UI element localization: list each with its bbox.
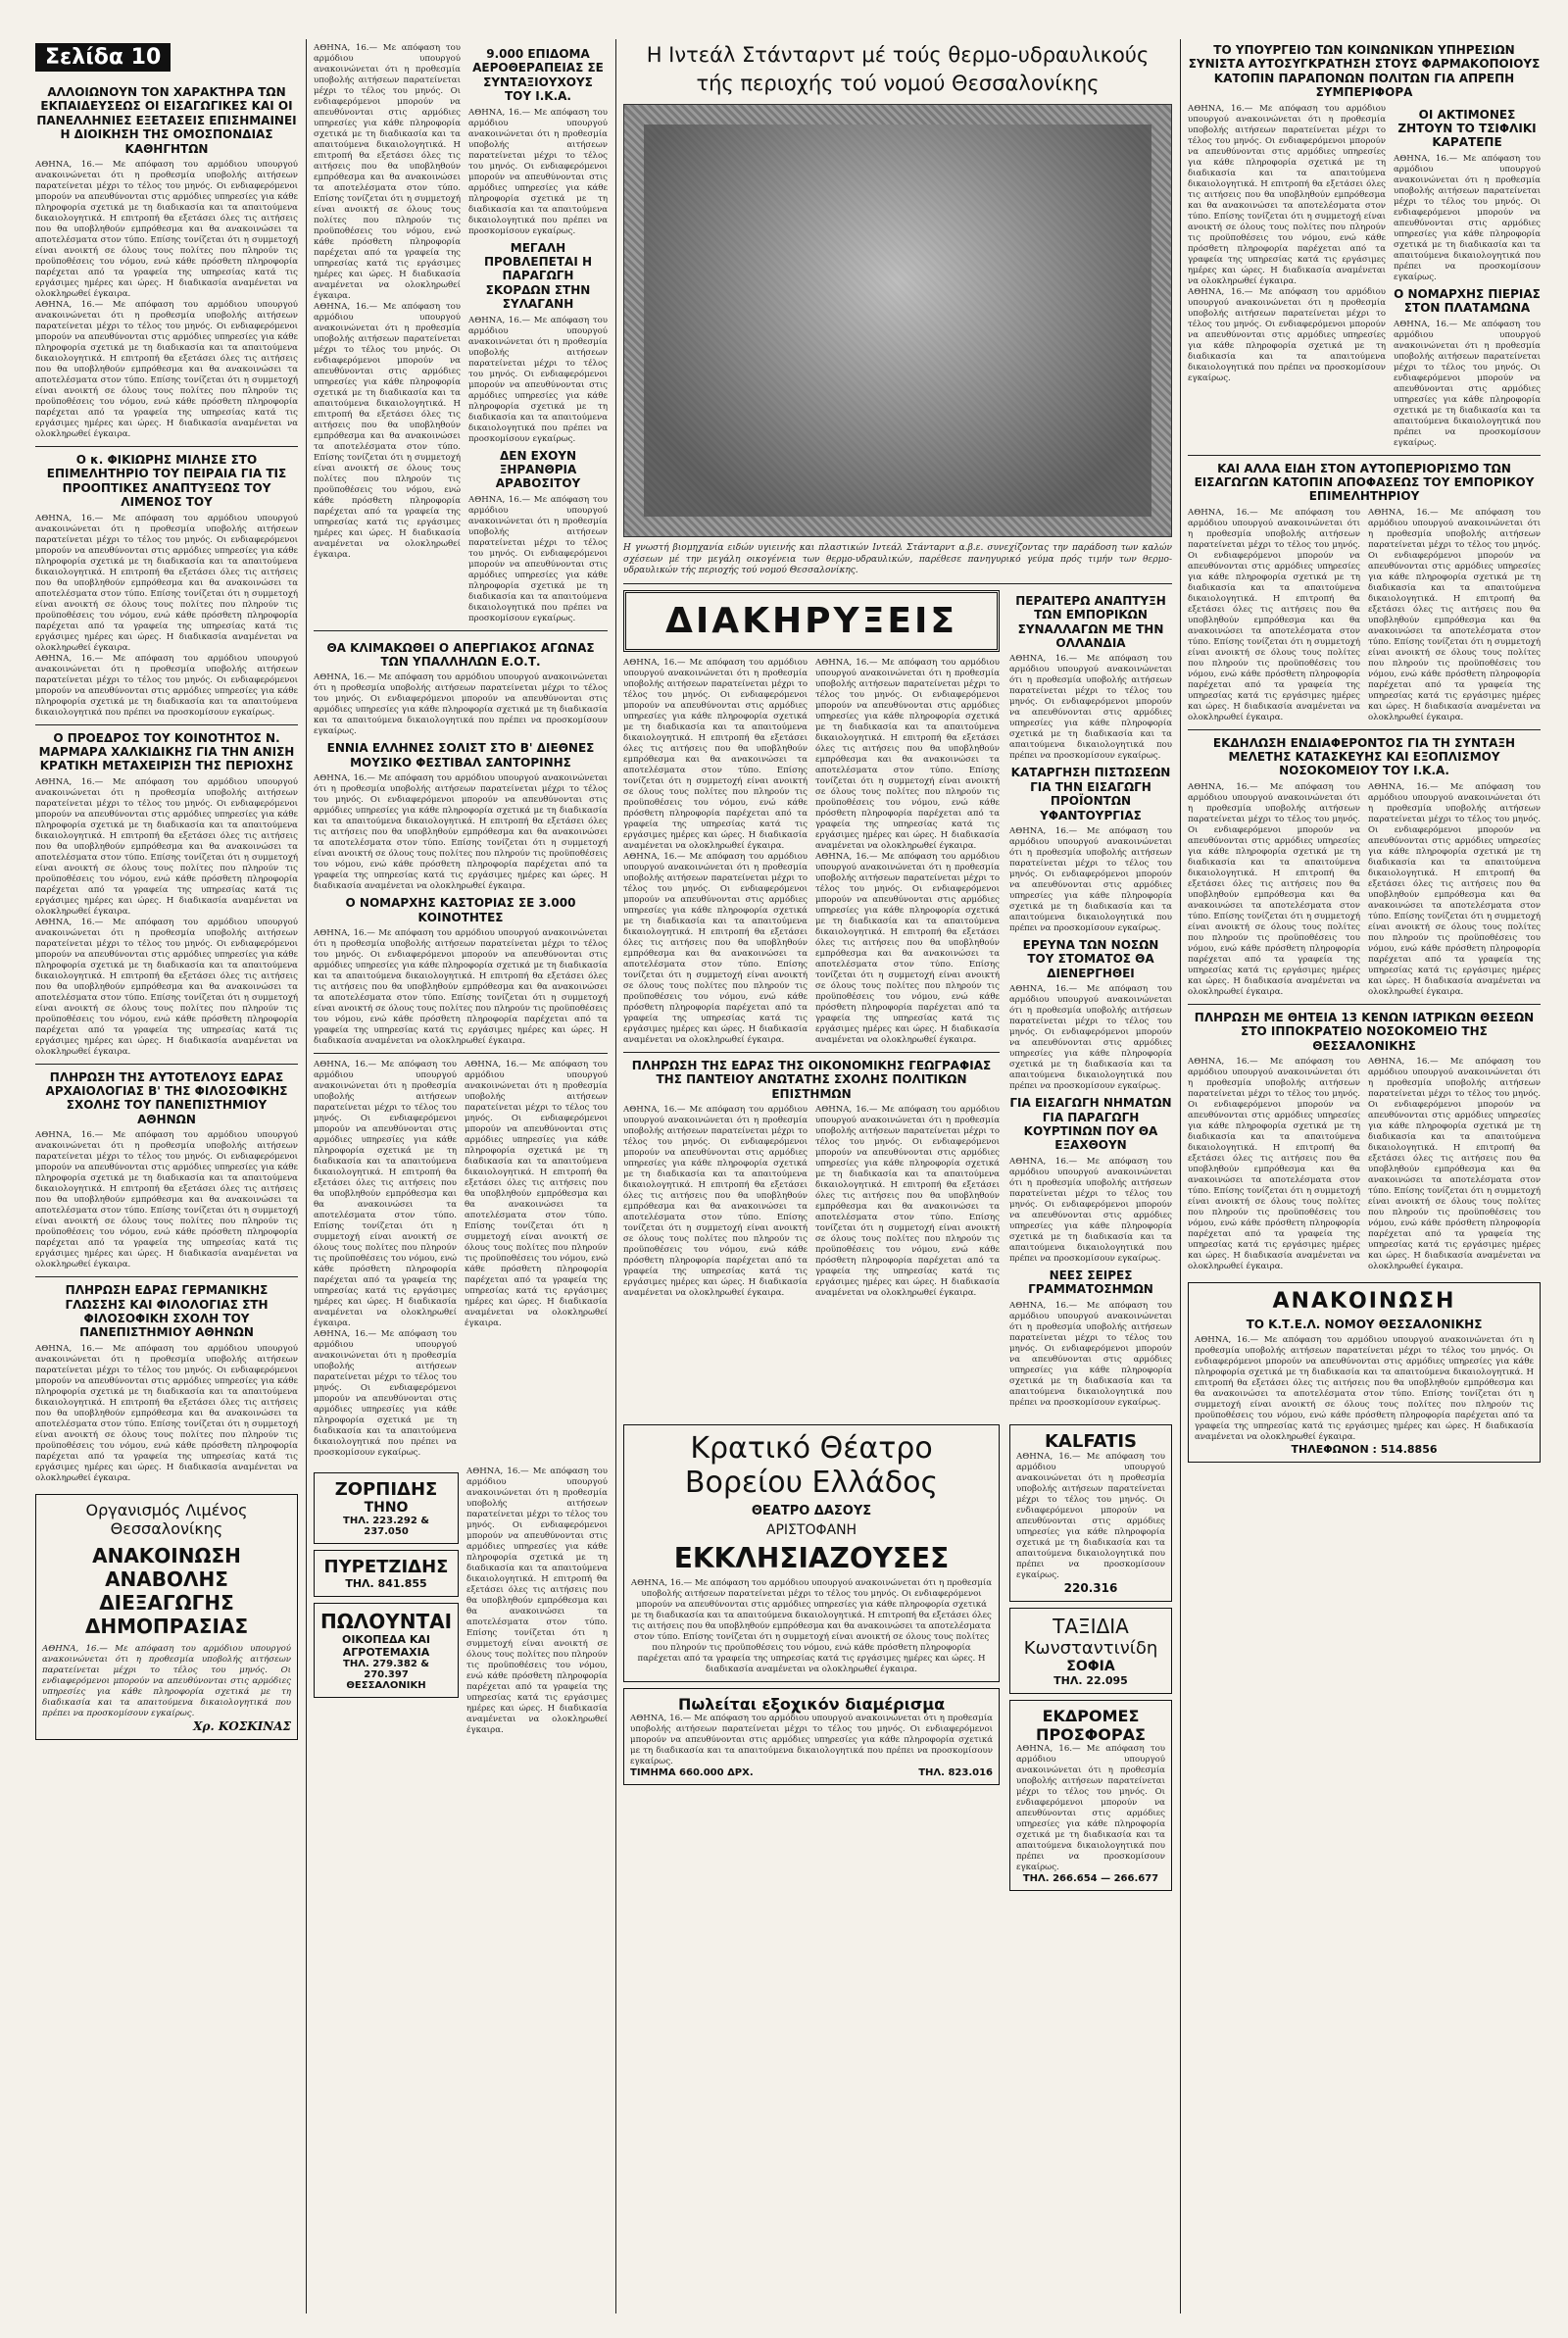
headline-18: ΤΟ ΥΠΟΥΡΓΕΙΟ ΤΩΝ ΚΟΙΝΩΝΙΚΩΝ ΥΠΗΡΕΣΙΩΝ ΣΥΝΙΣΤΑ ΑΥΤΟΣΥΓΚΡΑΤΗΣΗ ΣΤΟΥΣ ΦΑΡΜΑΚΟΠΟΙΟΥΣ ΚΑΤΟΠΙΝ ΠΑΡΑΠΟΝΩΝ ΠΟΛΙΤΩΝ ΓΙΑ ΑΠΡΕΠΗ ΣΥΜΠΕΡΙΦΟΡΑ bbox=[1188, 43, 1541, 100]
ad-zorpidis-tel: ΤΗΛ. 223.292 & 237.050 bbox=[343, 1516, 429, 1538]
headline-11: Ο ΝΟΜΑΡΧΗΣ ΚΑΣΤΟΡΙΑΣ ΣΕ 3.000 ΚΟΙΝΟΤΗΤΕΣ bbox=[345, 896, 576, 924]
ad-taxidia bbox=[1009, 1608, 1172, 1694]
headline-3: Ο ΠΡΟΕΔΡΟΣ ΤΟΥ ΚΟΙΝΟΤΗΤΟΣ Ν. ΜΑΡΜΑΡΑ ΧΑΛΚΙΔΙΚΗΣ ΓΙΑ ΤΗΝ ΑΝΙΣΗ ΚΡΑΤΙΚΗ ΜΕΤΑΧΕΙΡΙΣΗ ΤΗΣ ΠΕΡΙΟΧΗΣ bbox=[38, 730, 295, 773]
column-right bbox=[1188, 39, 1541, 1468]
ad-kalfatis-body: ΑΘΗΝΑ, 16.— Με απόφαση του αρμόδιου υπουργού ανακοινώνεται ότι η προθεσμία υποβολής αιτήσεων παρατείνεται μέχρι το τέλος του μηνός. Οι ενδιαφερόμενοι μπορούν να απευθύνονται στις αρμόδιες υπηρεσίες για κάθε πληροφορία σχετικά με τη διαδικασία και τα απαιτούμενα δικαιολογητικά που πρέπει να προσκομίσουν εγκαίρως. bbox=[1016, 1451, 1165, 1580]
ad-apartment-body: ΑΘΗΝΑ, 16.— Με απόφαση του αρμόδιου υπουργού ανακοινώνεται ότι η προθεσμία υποβολής αιτήσεων παρατείνεται μέχρι το τέλος του μηνός. Οι ενδιαφερόμενοι μπορούν να απευθύνονται στις αρμόδιες υπηρεσίες για κάθε πληροφορία σχετικά με τη διαδικασία και τα απαιτούμενα δικαιολογητικά που πρέπει να προσκομίσουν εγκαίρως. bbox=[630, 1713, 993, 1766]
headline-23: ΠΛΗΡΩΣΗ ΜΕ ΘΗΤΕΙΑ 13 ΚΕΝΩΝ ΙΑΤΡΙΚΩΝ ΘΕΣΕΩΝ ΣΤΟ ΙΠΠΟΚΡΑΤΕΙΟ ΝΟΣΟΚΟΜΕΙΟ ΤΗΣ ΘΕΣΣΑΛΟΝΙΚΗΣ bbox=[1194, 1010, 1535, 1053]
headline-15: ΕΡΕΥΝΑ ΤΩΝ ΝΟΣΩΝ ΤΟΥ ΣΤΟΜΑΤΟΣ ΘΑ ΔΙΕΝΕΡΓΗΘΕΙ bbox=[1022, 938, 1159, 980]
headline-16: ΓΙΑ ΕΙΣΑΓΩΓΗ ΝΗΜΑΤΩΝ ΓΙΑ ΠΑΡΑΓΩΓΗ ΚΟΥΡΤΙΝΩΝ ΠΟΥ ΘΑ ΕΞΑΧΘΟΥΝ bbox=[1009, 1096, 1172, 1153]
ad-apartment-tel: ΤΗΛ. 823.016 bbox=[918, 1766, 993, 1778]
ad-taxidia-city: Κωνσταντινίδη bbox=[1023, 1637, 1158, 1659]
article-20-body: ΑΘΗΝΑ, 16.— Με απόφαση του αρμόδιου υπουργού ανακοινώνεται ότι η προθεσμία υποβολής αιτήσεων παρατείνεται μέχρι το τέλος του μηνός. Οι ενδιαφερόμενοι μπορούν να απευθύνονται στις αρμόδιες υπηρεσίες για κάθε πληροφορία σχετικά με τη διαδικασία και τα απαιτούμενα δικαιολογητικά που πρέπει να προσκομίσουν εγκαίρως. bbox=[1394, 319, 1541, 448]
ad-kalfatis-title: KALFATIS bbox=[1044, 1430, 1138, 1452]
ad-taxidia-tel: ΤΗΛ. 22.095 bbox=[1054, 1673, 1128, 1687]
column-2 bbox=[314, 43, 608, 1736]
ad-theatre-play: ΕΚΚΛΗΣΙΑΖΟΥΣΕΣ bbox=[673, 1541, 950, 1574]
headline-10: ΕΝΝΙΑ ΕΛΛΗΝΕΣ ΣΟΛΙΣΤ ΣΤΟ Β' ΔΙΕΘΝΕΣ ΜΟΥΣΙΚΟ ΦΕΣΤΙΒΑΛ ΣΑΝΤΟΡΙΝΗΣ bbox=[326, 741, 595, 770]
main-photo bbox=[623, 104, 1172, 537]
ad-kalfatis-tel: 220.316 bbox=[1063, 1580, 1118, 1595]
ad-poulountai-sub: ΟΙΚΟΠΕΔΑ ΚΑΙ ΑΓΡΟΤΕΜΑΧΙΑ bbox=[341, 1633, 431, 1660]
article-21-body-2: ΑΘΗΝΑ, 16.— Με απόφαση του αρμόδιου υπουργού ανακοινώνεται ότι η προθεσμία υποβολής αιτήσεων παρατείνεται μέχρι το τέλος του μηνός. Οι ενδιαφερόμενοι μπορούν να απευθύνονται στις αρμόδιες υπηρεσίες για κάθε πληροφορία σχετικά με τη διαδικασία και τα απαιτούμενα δικαιολογητικά. Η επιτροπή θα εξετάσει όλες τις αιτήσεις που θα υποβληθούν εμπρόθεσμα και θα ανακοινώσει τα αποτελέσματα στον τύπο. Επίσης τονίζεται ότι η συμμετοχή είναι ανοικτή σε όλους τους πολίτες που πληρούν τις προϋποθέσεις του νόμου, ενώ κάθε πρόσθετη πληροφορία παρέχεται από τα γραφεία της υπηρεσίας κατά τις εργάσιμες ημέρες και ώρες. Η διαδικασία αναμένεται να ολοκληρωθεί έγκαιρα. bbox=[1368, 507, 1541, 722]
main-headline-2: τής περιοχής τού νομού Θεσσαλονίκης bbox=[696, 72, 1100, 96]
article-6-body: ΑΘΗΝΑ, 16.— Με απόφαση του αρμόδιου υπουργού ανακοινώνεται ότι η προθεσμία υποβολής αιτήσεων παρατείνεται μέχρι το τέλος του μηνός. Οι ενδιαφερόμενοι μπορούν να απευθύνονται στις αρμόδιες υπηρεσίες για κάθε πληροφορία σχετικά με τη διαδικασία και τα απαιτούμενα δικαιολογητικά που πρέπει να προσκομίσουν εγκαίρως. bbox=[468, 107, 608, 236]
headline-9: ΘΑ ΚΛΙΜΑΚΩΘΕΙ Ο ΑΠΕΡΓΙΑΚΟΣ ΑΓΩΝΑΣ ΤΩΝ ΥΠΑΛΛΗΛΩΝ Ε.Ο.Τ. bbox=[326, 640, 595, 670]
ad-theatre-body: ΑΘΗΝΑ, 16.— Με απόφαση του αρμόδιου υπουργού ανακοινώνεται ότι η προθεσμία υποβολής αιτήσεων παρατείνεται μέχρι το τέλος του μηνός. Οι ενδιαφερόμενοι μπορούν να απευθύνονται στις αρμόδιες υπηρεσίες για κάθε πληροφορία σχετικά με τη διαδικασία και τα απαιτούμενα δικαιολογητικά. Η επιτροπή θα εξετάσει όλες τις αιτήσεις που θα υποβληθούν εμπρόθεσμα και θα ανακοινώσει τα αποτελέσματα στον τύπο. Επίσης τονίζεται ότι η συμμετοχή είναι ανοικτή σε όλους τους πολίτες που πληρούν τις προϋποθέσεις του νόμου, ενώ κάθε πρόσθετη πληροφορία παρέχεται από τα γραφεία της υπηρεσίας κατά τις εργάσιμες ημέρες και ώρες. Η διαδικασία αναμένεται να ολοκληρωθεί έγκαιρα. bbox=[630, 1577, 993, 1674]
ad-ekdromes-title: ΕΚΔΡΟΜΕΣ ΠΡΟΣΦΟΡΑΣ bbox=[1036, 1706, 1146, 1744]
col2-body-1: ΑΘΗΝΑ, 16.— Με απόφαση του αρμόδιου υπουργού ανακοινώνεται ότι η προθεσμία υποβολής αιτήσεων παρατείνεται μέχρι το τέλος του μηνός. Οι ενδιαφερόμενοι μπορούν να απευθύνονται στις αρμόδιες υπηρεσίες για κάθε πληροφορία σχετικά με τη διαδικασία και τα απαιτούμενα δικαιολογητικά. Η επιτροπή θα εξετάσει όλες τις αιτήσεις που θα υποβληθούν εμπρόθεσμα και θα ανακοινώσει τα αποτελέσματα στον τύπο. Επίσης τονίζεται ότι η συμμετοχή είναι ανοικτή σε όλους τους πολίτες που πληρούν τις προϋποθέσεις του νόμου, ενώ κάθε πρόσθετη πληροφορία παρέχεται από τα γραφεία της υπηρεσίας κατά τις εργάσιμες ημέρες και ώρες. Η διαδικασία αναμένεται να ολοκληρωθεί έγκαιρα. bbox=[314, 43, 461, 301]
headline-12: ΠΛΗΡΩΣΗ ΤΗΣ ΕΔΡΑΣ ΤΗΣ ΟΙΚΟΝΟΜΙΚΗΣ ΓΕΩΓΡΑΦΙΑΣ ΤΗΣ ΠΑΝΤΕΙΟΥ ΑΝΩΤΑΤΗΣ ΣΧΟΛΗΣ ΠΟΛΙΤΙΚΩΝ ΕΠΙΣΤΗΜΩΝ bbox=[631, 1058, 992, 1101]
article-16-body: ΑΘΗΝΑ, 16.— Με απόφαση του αρμόδιου υπουργού ανακοινώνεται ότι η προθεσμία υποβολής αιτήσεων παρατείνεται μέχρι το τέλος του μηνός. Οι ενδιαφερόμενοι μπορούν να απευθύνονται στις αρμόδιες υπηρεσίες για κάθε πληροφορία σχετικά με τη διαδικασία και τα απαιτούμενα δικαιολογητικά που πρέπει να προσκομίσουν εγκαίρως. bbox=[1009, 1156, 1172, 1264]
diakirikseis-banner: ΔΙΑΚΗΡΥΞΕΙΣ bbox=[623, 590, 1000, 652]
article-19-body: ΑΘΗΝΑ, 16.— Με απόφαση του αρμόδιου υπουργού ανακοινώνεται ότι η προθεσμία υποβολής αιτήσεων παρατείνεται μέχρι το τέλος του μηνός. Οι ενδιαφερόμενοι μπορούν να απευθύνονται στις αρμόδιες υπηρεσίες για κάθε πληροφορία σχετικά με τη διαδικασία και τα απαιτούμενα δικαιολογητικά που πρέπει να προσκομίσουν εγκαίρως. bbox=[1394, 153, 1541, 282]
col2-body-3: ΑΘΗΝΑ, 16.— Με απόφαση του αρμόδιου υπουργού ανακοινώνεται ότι η προθεσμία υποβολής αιτήσεων παρατείνεται μέχρι το τέλος του μηνός. Οι ενδιαφερόμενοι μπορούν να απευθύνονται στις αρμόδιες υπηρεσίες για κάθε πληροφορία σχετικά με τη διαδικασία και τα απαιτούμενα δικαιολογητικά. Η επιτροπή θα εξετάσει όλες τις αιτήσεις που θα υποβληθούν εμπρόθεσμα και θα ανακοινώσει τα αποτελέσματα στον τύπο. Επίσης τονίζεται ότι η συμμετοχή είναι ανοικτή σε όλους τους πολίτες που πληρούν τις προϋποθέσεις του νόμου, ενώ κάθε πρόσθετη πληροφορία παρέχεται από τα γραφεία της υπηρεσίας κατά τις εργάσιμες ημέρες και ώρες. Η διαδικασία αναμένεται να ολοκληρωθεί έγκαιρα. bbox=[314, 1060, 457, 1329]
headline-8: ΔΕΝ ΕΧΟΥΝ ΞΗΡΑΝΘΡΙΑ ΑΡΑΒΟΣΙΤΟΥ bbox=[495, 448, 581, 491]
article-1-body-2: ΑΘΗΝΑ, 16.— Με απόφαση του αρμόδιου υπουργού ανακοινώνεται ότι η προθεσμία υποβολής αιτήσεων παρατείνεται μέχρι το τέλος του μηνός. Οι ενδιαφερόμενοι μπορούν να απευθύνονται στις αρμόδιες υπηρεσίες για κάθε πληροφορία σχετικά με τη διαδικασία και τα απαιτούμενα δικαιολογητικά. Η επιτροπή θα εξετάσει όλες τις αιτήσεις που θα υποβληθούν εμπρόθεσμα και θα ανακοινώσει τα αποτελέσματα στον τύπο. Επίσης τονίζεται ότι η συμμετοχή είναι ανοικτή σε όλους τους πολίτες που πληρούν τις προϋποθέσεις του νόμου, ενώ κάθε πρόσθετη πληροφορία παρέχεται από τα γραφεία της υπηρεσίας κατά τις εργάσιμες ημέρες και ώρες. Η διαδικασία αναμένεται να ολοκληρωθεί έγκαιρα. bbox=[35, 299, 298, 439]
article-23-body-2: ΑΘΗΝΑ, 16.— Με απόφαση του αρμόδιου υπουργού ανακοινώνεται ότι η προθεσμία υποβολής αιτήσεων παρατείνεται μέχρι το τέλος του μηνός. Οι ενδιαφερόμενοι μπορούν να απευθύνονται στις αρμόδιες υπηρεσίες για κάθε πληροφορία σχετικά με τη διαδικασία και τα απαιτούμενα δικαιολογητικά. Η επιτροπή θα εξετάσει όλες τις αιτήσεις που θα υποβληθούν εμπρόθεσμα και θα ανακοινώσει τα αποτελέσματα στον τύπο. Επίσης τονίζεται ότι η συμμετοχή είναι ανοικτή σε όλους τους πολίτες που πληρούν τις προϋποθέσεις του νόμου, ενώ κάθε πρόσθετη πληροφορία παρέχεται από τα γραφεία της υπηρεσίας κατά τις εργάσιμες ημέρες και ώρες. Η διαδικασία αναμένεται να ολοκληρωθεί έγκαιρα. bbox=[1368, 1057, 1541, 1272]
ad-olth-title: ΑΝΑΚΟΙΝΩΣΗ ΑΝΑΒΟΛΗΣ ΔΙΕΞΑΓΩΓΗΣ ΔΗΜΟΠΡΑΣΙΑΣ bbox=[84, 1543, 249, 1638]
ad-taxidia-dest: ΣΟΦΙΑ bbox=[1066, 1658, 1115, 1674]
col2-body-5: ΑΘΗΝΑ, 16.— Με απόφαση του αρμόδιου υπουργού ανακοινώνεται ότι η προθεσμία υποβολής αιτήσεων παρατείνεται μέχρι το τέλος του μηνός. Οι ενδιαφερόμενοι μπορούν να απευθύνονται στις αρμόδιες υπηρεσίες για κάθε πληροφορία σχετικά με τη διαδικασία και τα απαιτούμενα δικαιολογητικά. Η επιτροπή θα εξετάσει όλες τις αιτήσεις που θα υποβληθούν εμπρόθεσμα και θα ανακοινώσει τα αποτελέσματα στον τύπο. Επίσης τονίζεται ότι η συμμετοχή είναι ανοικτή σε όλους τους πολίτες που πληρούν τις προϋποθέσεις του νόμου, ενώ κάθε πρόσθετη πληροφορία παρέχεται από τα γραφεία της υπηρεσίας κατά τις εργάσιμες ημέρες και ώρες. Η διαδικασία αναμένεται να ολοκληρωθεί έγκαιρα. bbox=[465, 1060, 608, 1329]
ad-ktel-title: ΤΟ Κ.Τ.Ε.Λ. ΝΟΜΟΥ ΘΕΣΣΑΛΟΝΙΚΗΣ bbox=[1246, 1318, 1483, 1332]
diak-body-1: ΑΘΗΝΑ, 16.— Με απόφαση του αρμόδιου υπουργού ανακοινώνεται ότι η προθεσμία υποβολής αιτήσεων παρατείνεται μέχρι το τέλος του μηνός. Οι ενδιαφερόμενοι μπορούν να απευθύνονται στις αρμόδιες υπηρεσίες για κάθε πληροφορία σχετικά με τη διαδικασία και τα απαιτούμενα δικαιολογητικά. Η επιτροπή θα εξετάσει όλες τις αιτήσεις που θα υποβληθούν εμπρόθεσμα και θα ανακοινώσει τα αποτελέσματα στον τύπο. Επίσης τονίζεται ότι η συμμετοχή είναι ανοικτή σε όλους τους πολίτες που πληρούν τις προϋποθέσεις του νόμου, ενώ κάθε πρόσθετη πληροφορία παρέχεται από τα γραφεία της υπηρεσίας κατά τις εργάσιμες ημέρες και ώρες. Η διαδικασία αναμένεται να ολοκληρωθεί έγκαιρα. bbox=[623, 657, 808, 851]
column-1 bbox=[35, 43, 298, 1746]
ad-taxidia-title: ΤΑΞΙΔΙΑ bbox=[1053, 1614, 1129, 1638]
diak-body-3: ΑΘΗΝΑ, 16.— Με απόφαση του αρμόδιου υπουργού ανακοινώνεται ότι η προθεσμία υποβολής αιτήσεων παρατείνεται μέχρι το τέλος του μηνός. Οι ενδιαφερόμενοι μπορούν να απευθύνονται στις αρμόδιες υπηρεσίες για κάθε πληροφορία σχετικά με τη διαδικασία και τα απαιτούμενα δικαιολογητικά. Η επιτροπή θα εξετάσει όλες τις αιτήσεις που θα υποβληθούν εμπρόθεσμα και θα ανακοινώσει τα αποτελέσματα στον τύπο. Επίσης τονίζεται ότι η συμμετοχή είναι ανοικτή σε όλους τους πολίτες που πληρούν τις προϋποθέσεις του νόμου, ενώ κάθε πρόσθετη πληροφορία παρέχεται από τα γραφεία της υπηρεσίας κατά τις εργάσιμες ημέρες και ώρες. Η διαδικασία αναμένεται να ολοκληρωθεί έγκαιρα. bbox=[815, 657, 1000, 851]
headline-7: ΜΕΓΑΛΗ ΠΡΟΒΛΕΠΕΤΑΙ Η ΠΑΡΑΓΩΓΗ ΣΚΟΡΔΩΝ ΣΤΗΝ ΣΥΛΑΓΑΝΗ bbox=[483, 240, 593, 312]
photo-caption: Η γνωστή βιομηχανία ειδών υγιεινής και πλαστικών Ιντεάλ Στάνταρντ α.β.ε. συνεχίζοντας την παράδοση των καλών σχέσεων μέ την μεγάλη οικογένεια των θερμο-υδραυλικών, παρέθεσε πανηγυρικό γεύμα πρός τιμήν των θερμο-υδραυλικών τής περιοχής τού νομού Θεσσαλονίκης. bbox=[623, 543, 1172, 576]
article-23-body: ΑΘΗΝΑ, 16.— Με απόφαση του αρμόδιου υπουργού ανακοινώνεται ότι η προθεσμία υποβολής αιτήσεων παρατείνεται μέχρι το τέλος του μηνός. Οι ενδιαφερόμενοι μπορούν να απευθύνονται στις αρμόδιες υπηρεσίες για κάθε πληροφορία σχετικά με τη διαδικασία και τα απαιτούμενα δικαιολογητικά. Η επιτροπή θα εξετάσει όλες τις αιτήσεις που θα υποβληθούν εμπρόθεσμα και θα ανακοινώσει τα αποτελέσματα στον τύπο. Επίσης τονίζεται ότι η συμμετοχή είναι ανοικτή σε όλους τους πολίτες που πληρούν τις προϋποθέσεις του νόμου, ενώ κάθε πρόσθετη πληροφορία παρέχεται από τα γραφεία της υπηρεσίας κατά τις εργάσιμες ημέρες και ώρες. Η διαδικασία αναμένεται να ολοκληρωθεί έγκαιρα. bbox=[1188, 1057, 1360, 1272]
ad-olth-sign: Χρ. ΚΟΣΚΙΝΑΣ bbox=[193, 1718, 291, 1733]
article-15-body: ΑΘΗΝΑ, 16.— Με απόφαση του αρμόδιου υπουργού ανακοινώνεται ότι η προθεσμία υποβολής αιτήσεων παρατείνεται μέχρι το τέλος του μηνός. Οι ενδιαφερόμενοι μπορούν να απευθύνονται στις αρμόδιες υπηρεσίες για κάθε πληροφορία σχετικά με τη διαδικασία και τα απαιτούμενα δικαιολογητικά που πρέπει να προσκομίσουν εγκαίρως. bbox=[1009, 984, 1172, 1092]
ad-kalfatis bbox=[1009, 1424, 1172, 1602]
ad-zorpidis-sub: ΤΗΝΟ bbox=[364, 1500, 409, 1517]
article-12-body-2: ΑΘΗΝΑ, 16.— Με απόφαση του αρμόδιου υπουργού ανακοινώνεται ότι η προθεσμία υποβολής αιτήσεων παρατείνεται μέχρι το τέλος του μηνός. Οι ενδιαφερόμενοι μπορούν να απευθύνονται στις αρμόδιες υπηρεσίες για κάθε πληροφορία σχετικά με τη διαδικασία και τα απαιτούμενα δικαιολογητικά. Η επιτροπή θα εξετάσει όλες τις αιτήσεις που θα υποβληθούν εμπρόθεσμα και θα ανακοινώσει τα αποτελέσματα στον τύπο. Επίσης τονίζεται ότι η συμμετοχή είναι ανοικτή σε όλους τους πολίτες που πληρούν τις προϋποθέσεις του νόμου, ενώ κάθε πρόσθετη πληροφορία παρέχεται από τα γραφεία της υπηρεσίας κατά τις εργάσιμες ημέρες και ώρες. Η διαδικασία αναμένεται να ολοκληρωθεί έγκαιρα. bbox=[815, 1105, 1000, 1299]
article-1-body: ΑΘΗΝΑ, 16.— Με απόφαση του αρμόδιου υπουργού ανακοινώνεται ότι η προθεσμία υποβολής αιτήσεων παρατείνεται μέχρι το τέλος του μηνός. Οι ενδιαφερόμενοι μπορούν να απευθύνονται στις αρμόδιες υπηρεσίες για κάθε πληροφορία σχετικά με τη διαδικασία και τα απαιτούμενα δικαιολογητικά. Η επιτροπή θα εξετάσει όλες τις αιτήσεις που θα υποβληθούν εμπρόθεσμα και θα ανακοινώσει τα αποτελέσματα στον τύπο. Επίσης τονίζεται ότι η συμμετοχή είναι ανοικτή σε όλους τους πολίτες που πληρούν τις προϋποθέσεις του νόμου, ενώ κάθε πρόσθετη πληροφορία παρέχεται από τα γραφεία της υπηρεσίας κατά τις εργάσιμες ημέρες και ώρες. Η διαδικασία αναμένεται να ολοκληρωθεί έγκαιρα. bbox=[35, 159, 298, 299]
col2-body-2: ΑΘΗΝΑ, 16.— Με απόφαση του αρμόδιου υπουργού ανακοινώνεται ότι η προθεσμία υποβολής αιτήσεων παρατείνεται μέχρι το τέλος του μηνός. Οι ενδιαφερόμενοι μπορούν να απευθύνονται στις αρμόδιες υπηρεσίες για κάθε πληροφορία σχετικά με τη διαδικασία και τα απαιτούμενα δικαιολογητικά. Η επιτροπή θα εξετάσει όλες τις αιτήσεις που θα υποβληθούν εμπρόθεσμα και θα ανακοινώσει τα αποτελέσματα στον τύπο. Επίσης τονίζεται ότι η συμμετοχή είναι ανοικτή σε όλους τους πολίτες που πληρούν τις προϋποθέσεις του νόμου, ενώ κάθε πρόσθετη πληροφορία παρέχεται από τα γραφεία της υπηρεσίας κατά τις εργάσιμες ημέρες και ώρες. Η διαδικασία αναμένεται να ολοκληρωθεί έγκαιρα. bbox=[314, 302, 461, 560]
headline-20: Ο ΝΟΜΑΡΧΗΣ ΠΙΕΡΙΑΣ ΣΤΟΝ ΠΛΑΤΑΜΩΝΑ bbox=[1394, 286, 1541, 316]
ad-ekdromes-body: ΑΘΗΝΑ, 16.— Με απόφαση του αρμόδιου υπουργού ανακοινώνεται ότι η προθεσμία υποβολής αιτήσεων παρατείνεται μέχρι το τέλος του μηνός. Οι ενδιαφερόμενοι μπορούν να απευθύνονται στις αρμόδιες υπηρεσίες για κάθε πληροφορία σχετικά με τη διαδικασία και τα απαιτούμενα δικαιολογητικά που πρέπει να προσκομίσουν εγκαίρως. bbox=[1016, 1743, 1165, 1872]
ad-theatre-sub: ΘΕΑΤΡΟ ΔΑΣΟΥΣ bbox=[751, 1503, 872, 1518]
ad-pyretzidis bbox=[314, 1550, 459, 1597]
ad-olth bbox=[35, 1494, 298, 1740]
headline-17: ΝΕΕΣ ΣΕΙΡΕΣ ΓΡΑΜΜΑΤΟΣΗΜΩΝ bbox=[1028, 1268, 1153, 1297]
col2-body-4: ΑΘΗΝΑ, 16.— Με απόφαση του αρμόδιου υπουργού ανακοινώνεται ότι η προθεσμία υποβολής αιτήσεων παρατείνεται μέχρι το τέλος του μηνός. Οι ενδιαφερόμενοι μπορούν να απευθύνονται στις αρμόδιες υπηρεσίες για κάθε πληροφορία σχετικά με τη διαδικασία και τα απαιτούμενα δικαιολογητικά που πρέπει να προσκομίσουν εγκαίρως. bbox=[314, 1329, 457, 1459]
ad-poulountai-city: ΘΕΣΣΑΛΟΝΙΚΗ bbox=[346, 1680, 426, 1692]
ad-pyretzidis-title: ΠΥΡΕΤΖΙΔΗΣ bbox=[323, 1557, 449, 1578]
article-3-body-2: ΑΘΗΝΑ, 16.— Με απόφαση του αρμόδιου υπουργού ανακοινώνεται ότι η προθεσμία υποβολής αιτήσεων παρατείνεται μέχρι το τέλος του μηνός. Οι ενδιαφερόμενοι μπορούν να απευθύνονται στις αρμόδιες υπηρεσίες για κάθε πληροφορία σχετικά με τη διαδικασία και τα απαιτούμενα δικαιολογητικά. Η επιτροπή θα εξετάσει όλες τις αιτήσεις που θα υποβληθούν εμπρόθεσμα και θα ανακοινώσει τα αποτελέσματα στον τύπο. Επίσης τονίζεται ότι η συμμετοχή είναι ανοικτή σε όλους τους πολίτες που πληρούν τις προϋποθέσεις του νόμου, ενώ κάθε πρόσθετη πληροφορία παρέχεται από τα γραφεία της υπηρεσίας κατά τις εργάσιμες ημέρες και ώρες. Η διαδικασία αναμένεται να ολοκληρωθεί έγκαιρα. bbox=[35, 917, 298, 1057]
article-14-body: ΑΘΗΝΑ, 16.— Με απόφαση του αρμόδιου υπουργού ανακοινώνεται ότι η προθεσμία υποβολής αιτήσεων παρατείνεται μέχρι το τέλος του μηνός. Οι ενδιαφερόμενοι μπορούν να απευθύνονται στις αρμόδιες υπηρεσίες για κάθε πληροφορία σχετικά με τη διαδικασία και τα απαιτούμενα δικαιολογητικά που πρέπει να προσκομίσουν εγκαίρως. bbox=[1009, 826, 1172, 934]
diak-body-4: ΑΘΗΝΑ, 16.— Με απόφαση του αρμόδιου υπουργού ανακοινώνεται ότι η προθεσμία υποβολής αιτήσεων παρατείνεται μέχρι το τέλος του μηνός. Οι ενδιαφερόμενοι μπορούν να απευθύνονται στις αρμόδιες υπηρεσίες για κάθε πληροφορία σχετικά με τη διαδικασία και τα απαιτούμενα δικαιολογητικά. Η επιτροπή θα εξετάσει όλες τις αιτήσεις που θα υποβληθούν εμπρόθεσμα και θα ανακοινώσει τα αποτελέσματα στον τύπο. Επίσης τονίζεται ότι η συμμετοχή είναι ανοικτή σε όλους τους πολίτες που πληρούν τις προϋποθέσεις του νόμου, ενώ κάθε πρόσθετη πληροφορία παρέχεται από τα γραφεία της υπηρεσίας κατά τις εργάσιμες ημέρες και ώρες. Η διαδικασία αναμένεται να ολοκληρωθεί έγκαιρα. bbox=[815, 851, 1000, 1045]
ad-pyretzidis-tel: ΤΗΛ. 841.855 bbox=[345, 1577, 427, 1591]
article-9-body: ΑΘΗΝΑ, 16.— Με απόφαση του αρμόδιου υπουργού ανακοινώνεται ότι η προθεσμία υποβολής αιτήσεων παρατείνεται μέχρι το τέλος του μηνός. Οι ενδιαφερόμενοι μπορούν να απευθύνονται στις αρμόδιες υπηρεσίες για κάθε πληροφορία σχετικά με τη διαδικασία και τα απαιτούμενα δικαιολογητικά που πρέπει να προσκομίσουν εγκαίρως. bbox=[314, 672, 608, 737]
ad-ktel-body: ΑΘΗΝΑ, 16.— Με απόφαση του αρμόδιου υπουργού ανακοινώνεται ότι η προθεσμία υποβολής αιτήσεων παρατείνεται μέχρι το τέλος του μηνός. Οι ενδιαφερόμενοι μπορούν να απευθύνονται στις αρμόδιες υπηρεσίες για κάθε πληροφορία σχετικά με τη διαδικασία και τα απαιτούμενα δικαιολογητικά. Η επιτροπή θα εξετάσει όλες τις αιτήσεις που θα υποβληθούν εμπρόθεσμα και θα ανακοινώσει τα αποτελέσματα στον τύπο. Επίσης τονίζεται ότι η συμμετοχή είναι ανοικτή σε όλους τους πολίτες που πληρούν τις προϋποθέσεις του νόμου, ενώ κάθε πρόσθετη πληροφορία παρέχεται από τα γραφεία της υπηρεσίας κατά τις εργάσιμες ημέρες και ώρες. Η διαδικασία αναμένεται να ολοκληρωθεί έγκαιρα. bbox=[1195, 1335, 1534, 1443]
headline-5: ΠΛΗΡΩΣΗ ΕΔΡΑΣ ΓΕΡΜΑΝΙΚΗΣ ΓΛΩΣΣΗΣ ΚΑΙ ΦΙΛΟΛΟΓΙΑΣ ΣΤΗ ΦΙΛΟΣΟΦΙΚΗ ΣΧΟΛΗ ΤΟΥ ΠΑΝΕΠΙΣΤΗΜΙΟΥ ΑΘΗΝΩΝ bbox=[65, 1283, 269, 1340]
headline-1: ΑΛΛΟΙΩΝΟΥΝ ΤΟΝ ΧΑΡΑΚΤΗΡΑ ΤΩΝ ΕΚΠΑΙΔΕΥΣΕΩΣ ΟΙ ΕΙΣΑΓΩΓΙΚΕΣ ΚΑΙ ΟΙ ΠΑΝΕΛΛΗΝΙΕΣ ΕΞΕΤΑΣΕΙΣ ΕΠΙΣΗΜΑΙΝΕΙ Η ΔΙΟΙΚΗΣΗ ΤΗΣ ΟΜΟΣΠΟΝΔΙΑΣ ΚΑΘΗΓΗΤΩΝ bbox=[36, 85, 297, 156]
ad-theatre-line1: Κρατικό Θέατρο bbox=[690, 1430, 933, 1466]
headline-2: Ο κ. ΦΙΚΙΩΡΗΣ ΜΙΛΗΣΕ ΣΤΟ ΕΠΙΜΕΛΗΤΗΡΙΟ ΤΟΥ ΠΕΙΡΑΙΑ ΓΙΑ ΤΙΣ ΠΡΟΟΠΤΙΚΕΣ ΑΝΑΠΤΥΞΕΩΣ ΤΟΥ ΛΙΜΕΝΟΣ ΤΟΥ bbox=[46, 452, 287, 510]
ad-apartment-title: Πωλείται εξοχικόν διαμέρισμα bbox=[677, 1694, 946, 1714]
article-11-body: ΑΘΗΝΑ, 16.— Με απόφαση του αρμόδιου υπουργού ανακοινώνεται ότι η προθεσμία υποβολής αιτήσεων παρατείνεται μέχρι το τέλος του μηνός. Οι ενδιαφερόμενοι μπορούν να απευθύνονται στις αρμόδιες υπηρεσίες για κάθε πληροφορία σχετικά με τη διαδικασία και τα απαιτούμενα δικαιολογητικά. Η επιτροπή θα εξετάσει όλες τις αιτήσεις που θα υποβληθούν εμπρόθεσμα και θα ανακοινώσει τα αποτελέσματα στον τύπο. Επίσης τονίζεται ότι η συμμετοχή είναι ανοικτή σε όλους τους πολίτες που πληρούν τις προϋποθέσεις του νόμου, ενώ κάθε πρόσθετη πληροφορία παρέχεται από τα γραφεία της υπηρεσίας κατά τις εργάσιμες ημέρες και ώρες. Η διαδικασία αναμένεται να ολοκληρωθεί έγκαιρα. bbox=[314, 928, 608, 1047]
ad-ekdromes bbox=[1009, 1700, 1172, 1891]
ad-zorpidis-title: ΖΟΡΠΙΔΗΣ bbox=[334, 1479, 438, 1501]
ad-poulountai-tel: ΤΗΛ. 279.382 & 270.397 bbox=[343, 1659, 429, 1681]
column-center bbox=[623, 39, 1172, 1897]
article-8-body: ΑΘΗΝΑ, 16.— Με απόφαση του αρμόδιου υπουργού ανακοινώνεται ότι η προθεσμία υποβολής αιτήσεων παρατείνεται μέχρι το τέλος του μηνός. Οι ενδιαφερόμενοι μπορούν να απευθύνονται στις αρμόδιες υπηρεσίες για κάθε πληροφορία σχετικά με τη διαδικασία και τα απαιτούμενα δικαιολογητικά που πρέπει να προσκομίσουν εγκαίρως. bbox=[468, 494, 608, 623]
diak-body-2: ΑΘΗΝΑ, 16.— Με απόφαση του αρμόδιου υπουργού ανακοινώνεται ότι η προθεσμία υποβολής αιτήσεων παρατείνεται μέχρι το τέλος του μηνός. Οι ενδιαφερόμενοι μπορούν να απευθύνονται στις αρμόδιες υπηρεσίες για κάθε πληροφορία σχετικά με τη διαδικασία και τα απαιτούμενα δικαιολογητικά. Η επιτροπή θα εξετάσει όλες τις αιτήσεις που θα υποβληθούν εμπρόθεσμα και θα ανακοινώσει τα αποτελέσματα στον τύπο. Επίσης τονίζεται ότι η συμμετοχή είναι ανοικτή σε όλους τους πολίτες που πληρούν τις προϋποθέσεις του νόμου, ενώ κάθε πρόσθετη πληροφορία παρέχεται από τα γραφεία της υπηρεσίας κατά τις εργάσιμες ημέρες και ώρες. Η διαδικασία αναμένεται να ολοκληρωθεί έγκαιρα. bbox=[623, 851, 808, 1045]
article-21-body: ΑΘΗΝΑ, 16.— Με απόφαση του αρμόδιου υπουργού ανακοινώνεται ότι η προθεσμία υποβολής αιτήσεων παρατείνεται μέχρι το τέλος του μηνός. Οι ενδιαφερόμενοι μπορούν να απευθύνονται στις αρμόδιες υπηρεσίες για κάθε πληροφορία σχετικά με τη διαδικασία και τα απαιτούμενα δικαιολογητικά. Η επιτροπή θα εξετάσει όλες τις αιτήσεις που θα υποβληθούν εμπρόθεσμα και θα ανακοινώσει τα αποτελέσματα στον τύπο. Επίσης τονίζεται ότι η συμμετοχή είναι ανοικτή σε όλους τους πολίτες που πληρούν τις προϋποθέσεις του νόμου, ενώ κάθε πρόσθετη πληροφορία παρέχεται από τα γραφεία της υπηρεσίας κατά τις εργάσιμες ημέρες και ώρες. Η διαδικασία αναμένεται να ολοκληρωθεί έγκαιρα. bbox=[1188, 507, 1360, 722]
ad-ktel-tel: ΤΗΛΕΦΩΝΟΝ : 514.8856 bbox=[1291, 1443, 1438, 1457]
ad-anakoinosi-title: ΑΝΑΚΟΙΝΩΣΗ bbox=[1272, 1289, 1456, 1315]
headline-13: ΠΕΡΑΙΤΕΡΩ ΑΝΑΠΤΥΞΗ ΤΩΝ ΕΜΠΟΡΙΚΩΝ ΣΥΝΑΛΛΑΓΩΝ ΜΕ ΤΗΝ ΟΛΛΑΝΔΙΑ bbox=[1015, 593, 1166, 651]
article-5-body: ΑΘΗΝΑ, 16.— Με απόφαση του αρμόδιου υπουργού ανακοινώνεται ότι η προθεσμία υποβολής αιτήσεων παρατείνεται μέχρι το τέλος του μηνός. Οι ενδιαφερόμενοι μπορούν να απευθύνονται στις αρμόδιες υπηρεσίες για κάθε πληροφορία σχετικά με τη διαδικασία και τα απαιτούμενα δικαιολογητικά. Η επιτροπή θα εξετάσει όλες τις αιτήσεις που θα υποβληθούν εμπρόθεσμα και θα ανακοινώσει τα αποτελέσματα στον τύπο. Επίσης τονίζεται ότι η συμμετοχή είναι ανοικτή σε όλους τους πολίτες που πληρούν τις προϋποθέσεις του νόμου, ενώ κάθε πρόσθετη πληροφορία παρέχεται από τα γραφεία της υπηρεσίας κατά τις εργάσιμες ημέρες και ώρες. Η διαδικασία αναμένεται να ολοκληρωθεί έγκαιρα. bbox=[35, 1343, 298, 1483]
article-3-body: ΑΘΗΝΑ, 16.— Με απόφαση του αρμόδιου υπουργού ανακοινώνεται ότι η προθεσμία υποβολής αιτήσεων παρατείνεται μέχρι το τέλος του μηνός. Οι ενδιαφερόμενοι μπορούν να απευθύνονται στις αρμόδιες υπηρεσίες για κάθε πληροφορία σχετικά με τη διαδικασία και τα απαιτούμενα δικαιολογητικά. Η επιτροπή θα εξετάσει όλες τις αιτήσεις που θα υποβληθούν εμπρόθεσμα και θα ανακοινώσει τα αποτελέσματα στον τύπο. Επίσης τονίζεται ότι η συμμετοχή είναι ανοικτή σε όλους τους πολίτες που πληρούν τις προϋποθέσεις του νόμου, ενώ κάθε πρόσθετη πληροφορία παρέχεται από τα γραφεία της υπηρεσίας κατά τις εργάσιμες ημέρες και ώρες. Η διαδικασία αναμένεται να ολοκληρωθεί έγκαιρα. bbox=[35, 776, 298, 917]
headline-21: ΚΑΙ ΑΛΛΑ ΕΙΔΗ ΣΤΟΝ ΑΥΤΟΠΕΡΙΟΡΙΣΜΟ ΤΩΝ ΕΙΣΑΓΩΓΩΝ ΚΑΤΟΠΙΝ ΑΠΟΦΑΣΕΩΣ ΤΟΥ ΕΜΠΟΡΙΚΟΥ ΕΠΙΜΕΛΗΤΗΡΙΟΥ bbox=[1194, 461, 1535, 504]
headline-6: 9.000 ΕΠΙΔΟΜΑ ΑΕΡΟΘΕΡΑΠΕΙΑΣ ΣΕ ΣΥΝΤΑΞΙΟΥΧΟΥΣ ΤΟΥ Ι.Κ.Α. bbox=[472, 47, 604, 104]
headline-4: ΠΛΗΡΩΣΗ ΤΗΣ ΑΥΤΟΤΕΛΟΥΣ ΕΔΡΑΣ ΑΡΧΑΙΟΛΟΓΙΑΣ Β' ΤΗΣ ΦΙΛΟΣΟΦΙΚΗΣ ΣΧΟΛΗΣ ΤΟΥ ΠΑΝΕΠΙΣΤΗΜΙΟΥ ΑΘΗΝΩΝ bbox=[45, 1070, 288, 1126]
article-17-body: ΑΘΗΝΑ, 16.— Με απόφαση του αρμόδιου υπουργού ανακοινώνεται ότι η προθεσμία υποβολής αιτήσεων παρατείνεται μέχρι το τέλος του μηνός. Οι ενδιαφερόμενοι μπορούν να απευθύνονται στις αρμόδιες υπηρεσίες για κάθε πληροφορία σχετικά με τη διαδικασία και τα απαιτούμενα δικαιολογητικά που πρέπει να προσκομίσουν εγκαίρως. bbox=[1009, 1300, 1172, 1408]
article-18-body: ΑΘΗΝΑ, 16.— Με απόφαση του αρμόδιου υπουργού ανακοινώνεται ότι η προθεσμία υποβολής αιτήσεων παρατείνεται μέχρι το τέλος του μηνός. Οι ενδιαφερόμενοι μπορούν να απευθύνονται στις αρμόδιες υπηρεσίες για κάθε πληροφορία σχετικά με τη διαδικασία και τα απαιτούμενα δικαιολογητικά. Η επιτροπή θα εξετάσει όλες τις αιτήσεις που θα υποβληθούν εμπρόθεσμα και θα ανακοινώσει τα αποτελέσματα στον τύπο. Επίσης τονίζεται ότι η συμμετοχή είναι ανοικτή σε όλους τους πολίτες που πληρούν τις προϋποθέσεις του νόμου, ενώ κάθε πρόσθετη πληροφορία παρέχεται από τα γραφεία της υπηρεσίας κατά τις εργάσιμες ημέρες και ώρες. Η διαδικασία αναμένεται να ολοκληρωθεί έγκαιρα. bbox=[1188, 103, 1386, 286]
article-7-body: ΑΘΗΝΑ, 16.— Με απόφαση του αρμόδιου υπουργού ανακοινώνεται ότι η προθεσμία υποβολής αιτήσεων παρατείνεται μέχρι το τέλος του μηνός. Οι ενδιαφερόμενοι μπορούν να απευθύνονται στις αρμόδιες υπηρεσίες για κάθε πληροφορία σχετικά με τη διαδικασία και τα απαιτούμενα δικαιολογητικά που πρέπει να προσκομίσουν εγκαίρως. bbox=[468, 315, 608, 444]
ad-theatre-line2: Βορείου Ελλάδος bbox=[684, 1465, 939, 1500]
headline-14: ΚΑΤΑΡΓΗΣΗ ΠΙΣΤΩΣΕΩΝ ΓΙΑ ΤΗΝ ΕΙΣΑΓΩΓΗ ΠΡΟΪΟΝΤΩΝ ΥΦΑΝΤΟΥΡΓΙΑΣ bbox=[1010, 766, 1171, 822]
article-22-body: ΑΘΗΝΑ, 16.— Με απόφαση του αρμόδιου υπουργού ανακοινώνεται ότι η προθεσμία υποβολής αιτήσεων παρατείνεται μέχρι το τέλος του μηνός. Οι ενδιαφερόμενοι μπορούν να απευθύνονται στις αρμόδιες υπηρεσίες για κάθε πληροφορία σχετικά με τη διαδικασία και τα απαιτούμενα δικαιολογητικά. Η επιτροπή θα εξετάσει όλες τις αιτήσεις που θα υποβληθούν εμπρόθεσμα και θα ανακοινώσει τα αποτελέσματα στον τύπο. Επίσης τονίζεται ότι η συμμετοχή είναι ανοικτή σε όλους τους πολίτες που πληρούν τις προϋποθέσεις του νόμου, ενώ κάθε πρόσθετη πληροφορία παρέχεται από τα γραφεία της υπηρεσίας κατά τις εργάσιμες ημέρες και ώρες. Η διαδικασία αναμένεται να ολοκληρωθεί έγκαιρα. bbox=[1188, 781, 1360, 997]
page-label: Σελίδα 10 bbox=[35, 43, 171, 72]
article-13-body: ΑΘΗΝΑ, 16.— Με απόφαση του αρμόδιου υπουργού ανακοινώνεται ότι η προθεσμία υποβολής αιτήσεων παρατείνεται μέχρι το τέλος του μηνός. Οι ενδιαφερόμενοι μπορούν να απευθύνονται στις αρμόδιες υπηρεσίες για κάθε πληροφορία σχετικά με τη διαδικασία και τα απαιτούμενα δικαιολογητικά που πρέπει να προσκομίσουν εγκαίρως. bbox=[1009, 654, 1172, 762]
article-22-body-2: ΑΘΗΝΑ, 16.— Με απόφαση του αρμόδιου υπουργού ανακοινώνεται ότι η προθεσμία υποβολής αιτήσεων παρατείνεται μέχρι το τέλος του μηνός. Οι ενδιαφερόμενοι μπορούν να απευθύνονται στις αρμόδιες υπηρεσίες για κάθε πληροφορία σχετικά με τη διαδικασία και τα απαιτούμενα δικαιολογητικά. Η επιτροπή θα εξετάσει όλες τις αιτήσεις που θα υποβληθούν εμπρόθεσμα και θα ανακοινώσει τα αποτελέσματα στον τύπο. Επίσης τονίζεται ότι η συμμετοχή είναι ανοικτή σε όλους τους πολίτες που πληρούν τις προϋποθέσεις του νόμου, ενώ κάθε πρόσθετη πληροφορία παρέχεται από τα γραφεία της υπηρεσίας κατά τις εργάσιμες ημέρες και ώρες. Η διαδικασία αναμένεται να ολοκληρωθεί έγκαιρα. bbox=[1368, 781, 1541, 997]
main-headline-1: Η Ιντεάλ Στάνταρντ μέ τούς θερμο-υδραυλικούς bbox=[646, 43, 1150, 67]
headline-22: ΕΚΔΗΛΩΣΗ ΕΝΔΙΑΦΕΡΟΝΤΟΣ ΓΙΑ ΤΗ ΣΥΝΤΑΞΗ ΜΕΛΕΤΗΣ ΚΑΤΑΣΚΕΥΗΣ ΚΑΙ ΕΞΟΠΛΙΣΜΟΥ ΝΟΣΟΚΟΜΕΙΟΥ ΤΟΥ Ι.Κ.Α. bbox=[1212, 735, 1516, 778]
ad-poulountai bbox=[314, 1603, 459, 1698]
ad-zorpidis bbox=[314, 1472, 459, 1544]
article-10-body: ΑΘΗΝΑ, 16.— Με απόφαση του αρμόδιου υπουργού ανακοινώνεται ότι η προθεσμία υποβολής αιτήσεων παρατείνεται μέχρι το τέλος του μηνός. Οι ενδιαφερόμενοι μπορούν να απευθύνονται στις αρμόδιες υπηρεσίες για κάθε πληροφορία σχετικά με τη διαδικασία και τα απαιτούμενα δικαιολογητικά. Η επιτροπή θα εξετάσει όλες τις αιτήσεις που θα υποβληθούν εμπρόθεσμα και θα ανακοινώσει τα αποτελέσματα στον τύπο. Επίσης τονίζεται ότι η συμμετοχή είναι ανοικτή σε όλους τους πολίτες που πληρούν τις προϋποθέσεις του νόμου, ενώ κάθε πρόσθετη πληροφορία παρέχεται από τα γραφεία της υπηρεσίας κατά τις εργάσιμες ημέρες και ώρες. Η διαδικασία αναμένεται να ολοκληρωθεί έγκαιρα. bbox=[314, 773, 608, 892]
article-12-body: ΑΘΗΝΑ, 16.— Με απόφαση του αρμόδιου υπουργού ανακοινώνεται ότι η προθεσμία υποβολής αιτήσεων παρατείνεται μέχρι το τέλος του μηνός. Οι ενδιαφερόμενοι μπορούν να απευθύνονται στις αρμόδιες υπηρεσίες για κάθε πληροφορία σχετικά με τη διαδικασία και τα απαιτούμενα δικαιολογητικά. Η επιτροπή θα εξετάσει όλες τις αιτήσεις που θα υποβληθούν εμπρόθεσμα και θα ανακοινώσει τα αποτελέσματα στον τύπο. Επίσης τονίζεται ότι η συμμετοχή είναι ανοικτή σε όλους τους πολίτες που πληρούν τις προϋποθέσεις του νόμου, ενώ κάθε πρόσθετη πληροφορία παρέχεται από τα γραφεία της υπηρεσίας κατά τις εργάσιμες ημέρες και ώρες. Η διαδικασία αναμένεται να ολοκληρωθεί έγκαιρα. bbox=[623, 1105, 808, 1299]
ad-theatre bbox=[623, 1424, 1000, 1682]
ad-olth-org: Οργανισμός Λιμένος Θεσσαλονίκης bbox=[85, 1500, 248, 1538]
ad-olth-body: ΑΘΗΝΑ, 16.— Με απόφαση του αρμόδιου υπουργού ανακοινώνεται ότι η προθεσμία υποβολής αιτήσεων παρατείνεται μέχρι το τέλος του μηνός. Οι ενδιαφερόμενοι μπορούν να απευθύνονται στις αρμόδιες υπηρεσίες για κάθε πληροφορία σχετικά με τη διαδικασία και τα απαιτούμενα δικαιολογητικά που πρέπει να προσκομίσουν εγκαίρως. bbox=[42, 1643, 291, 1718]
article-18-body-2: ΑΘΗΝΑ, 16.— Με απόφαση του αρμόδιου υπουργού ανακοινώνεται ότι η προθεσμία υποβολής αιτήσεων παρατείνεται μέχρι το τέλος του μηνός. Οι ενδιαφερόμενοι μπορούν να απευθύνονται στις αρμόδιες υπηρεσίες για κάθε πληροφορία σχετικά με τη διαδικασία και τα απαιτούμενα δικαιολογητικά που πρέπει να προσκομίσουν εγκαίρως. bbox=[1188, 286, 1386, 383]
article-4-body: ΑΘΗΝΑ, 16.— Με απόφαση του αρμόδιου υπουργού ανακοινώνεται ότι η προθεσμία υποβολής αιτήσεων παρατείνεται μέχρι το τέλος του μηνός. Οι ενδιαφερόμενοι μπορούν να απευθύνονται στις αρμόδιες υπηρεσίες για κάθε πληροφορία σχετικά με τη διαδικασία και τα απαιτούμενα δικαιολογητικά. Η επιτροπή θα εξετάσει όλες τις αιτήσεις που θα υποβληθούν εμπρόθεσμα και θα ανακοινώσει τα αποτελέσματα στον τύπο. Επίσης τονίζεται ότι η συμμετοχή είναι ανοικτή σε όλους τους πολίτες που πληρούν τις προϋποθέσεις του νόμου, ενώ κάθε πρόσθετη πληροφορία παρέχεται από τα γραφεία της υπηρεσίας κατά τις εργάσιμες ημέρες και ώρες. Η διαδικασία αναμένεται να ολοκληρωθεί έγκαιρα. bbox=[35, 1130, 298, 1270]
headline-19: ΟΙ ΑΚΤΙΜΟΝΕΣ ΖΗΤΟΥΝ ΤΟ ΤΣΙΦΛΙΚΙ ΚΑΡΑΤΕΠΕ bbox=[1397, 107, 1537, 150]
ad-ekdromes-tel: ΤΗΛ. 266.654 — 266.677 bbox=[1022, 1872, 1159, 1884]
ad-poulountai-title: ΠΩΛΟΥΝΤΑΙ bbox=[320, 1610, 453, 1634]
article-2-body-2: ΑΘΗΝΑ, 16.— Με απόφαση του αρμόδιου υπουργού ανακοινώνεται ότι η προθεσμία υποβολής αιτήσεων παρατείνεται μέχρι το τέλος του μηνός. Οι ενδιαφερόμενοι μπορούν να απευθύνονται στις αρμόδιες υπηρεσίες για κάθε πληροφορία σχετικά με τη διαδικασία και τα απαιτούμενα δικαιολογητικά που πρέπει να προσκομίσουν εγκαίρως. bbox=[35, 653, 298, 718]
ad-theatre-author: ΑΡΙΣΤΟΦΑΝΗ bbox=[765, 1521, 858, 1538]
ad-apartment bbox=[623, 1688, 1000, 1785]
col2-body-6: ΑΘΗΝΑ, 16.— Με απόφαση του αρμόδιου υπουργού ανακοινώνεται ότι η προθεσμία υποβολής αιτήσεων παρατείνεται μέχρι το τέλος του μηνός. Οι ενδιαφερόμενοι μπορούν να απευθύνονται στις αρμόδιες υπηρεσίες για κάθε πληροφορία σχετικά με τη διαδικασία και τα απαιτούμενα δικαιολογητικά. Η επιτροπή θα εξετάσει όλες τις αιτήσεις που θα υποβληθούν εμπρόθεσμα και θα ανακοινώσει τα αποτελέσματα στον τύπο. Επίσης τονίζεται ότι η συμμετοχή είναι ανοικτή σε όλους τους πολίτες που πληρούν τις προϋποθέσεις του νόμου, ενώ κάθε πρόσθετη πληροφορία παρέχεται από τα γραφεία της υπηρεσίας κατά τις εργάσιμες ημέρες και ώρες. Η διαδικασία αναμένεται να ολοκληρωθεί έγκαιρα. bbox=[466, 1467, 608, 1736]
ad-anakoinosi bbox=[1188, 1282, 1541, 1463]
ad-apartment-price: ΤΙΜΗΜΑ 660.000 ΔΡΧ. bbox=[630, 1766, 754, 1778]
article-2-body: ΑΘΗΝΑ, 16.— Με απόφαση του αρμόδιου υπουργού ανακοινώνεται ότι η προθεσμία υποβολής αιτήσεων παρατείνεται μέχρι το τέλος του μηνός. Οι ενδιαφερόμενοι μπορούν να απευθύνονται στις αρμόδιες υπηρεσίες για κάθε πληροφορία σχετικά με τη διαδικασία και τα απαιτούμενα δικαιολογητικά. Η επιτροπή θα εξετάσει όλες τις αιτήσεις που θα υποβληθούν εμπρόθεσμα και θα ανακοινώσει τα αποτελέσματα στον τύπο. Επίσης τονίζεται ότι η συμμετοχή είναι ανοικτή σε όλους τους πολίτες που πληρούν τις προϋποθέσεις του νόμου, ενώ κάθε πρόσθετη πληροφορία παρέχεται από τα γραφεία της υπηρεσίας κατά τις εργάσιμες ημέρες και ώρες. Η διαδικασία αναμένεται να ολοκληρωθεί έγκαιρα. bbox=[35, 513, 298, 653]
